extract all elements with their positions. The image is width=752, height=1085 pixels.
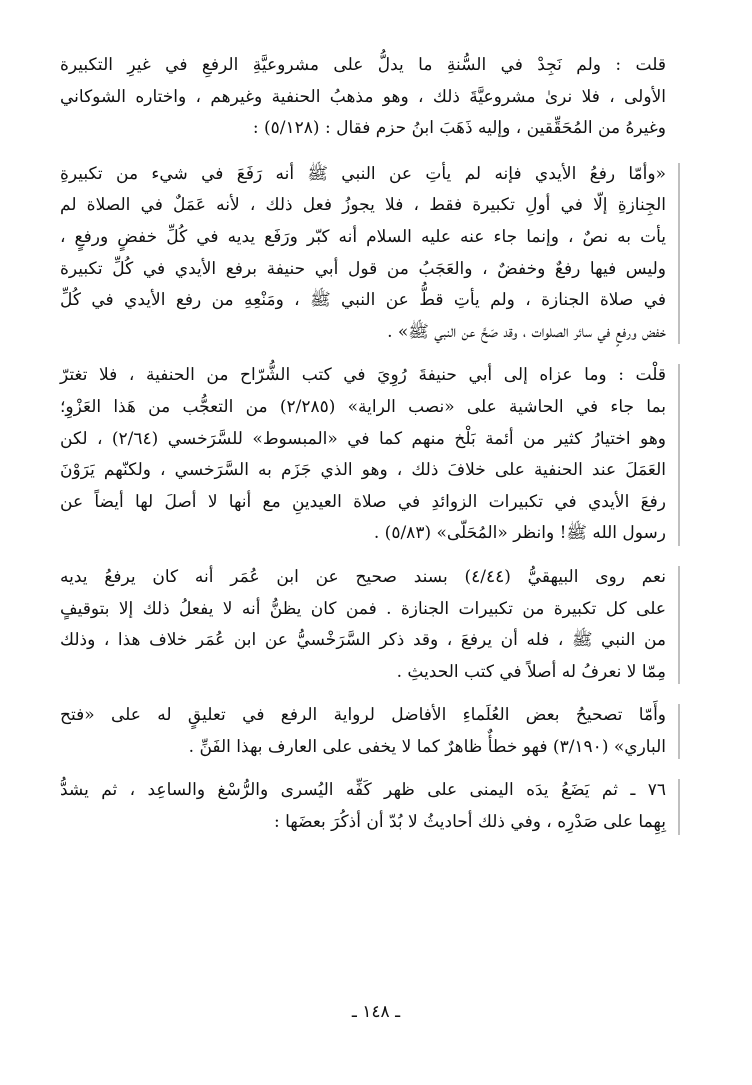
text-line: بِهِما على صَدْرِه ، وفي ذلك أحاديثُ لا بُدّ أن أذكُرَ بعضَها : xyxy=(273,812,666,833)
paragraph-marker xyxy=(678,566,680,684)
text-line: رسول الله ﷺ! وانظر «المُحَلّى» (٥/٨٣) . xyxy=(373,523,666,544)
page-body xyxy=(60,50,680,849)
text-line: الباري» (٣/١٩٠) فهو خطأٌ ظاهرٌ كما لا يخفى على العارف بهذا الفَنِّ . xyxy=(188,736,666,757)
page-number: ـ ١٤٨ ـ xyxy=(351,1002,401,1022)
text-line: في صلاة الجنازة ، ولم يأتِ قطُّ عن النبي ﷺ ، ومَنْعِهِ من رفع الأيدي في كُلِّ xyxy=(60,290,666,311)
text-line: وغيرهُ من المُحَقِّقين ، وإليه ذَهَبَ ابنُ حزم فقال : (٥/١٢٨) : xyxy=(252,118,666,139)
text-line: قلت : ولم نَجِدْ في السُّنةِ ما يدلُّ على مشروعيَّةِ الرفعِ في غيرِ التكبيرة xyxy=(60,55,666,75)
paragraph-commentary-2 xyxy=(60,360,680,550)
text-line: الجِنازةِ إلّا في أولِ تكبيرة فقط ، فلا يجوزُ فعل ذلك ، لأنه عَمَلٌ في الصلاة لم xyxy=(60,195,666,216)
text-line: «وأمّا رفعُ الأيدي فإنه لم يأتِ عن النبي ﷺ أنه رَفَعَ في شيء من تكبيرةِ xyxy=(60,163,666,184)
text-line: الأولى ، فلا نرىٰ مشروعيَّةَ ذلك ، وهو مذهبُ الحنفية وغيرهم ، واختاره الشوكاني xyxy=(60,86,666,107)
text-line: مِمّا لا نعرفُ له أصلاً في كتب الحديثِ . xyxy=(396,661,666,682)
text-line: يأت به نصٌ ، وإنما جاء عنه عليه السلام أنه كبّر ورَفَع يديه في كُلِّ خفضٍ ورفعٍ ، xyxy=(60,226,666,247)
paragraph-commentary-1 xyxy=(60,50,680,145)
text-line: وأَمّا تصحيحُ بعض العُلَماءِ الأفاضل لرواية الرفع في تعليقٍ له على «فتح xyxy=(60,705,666,726)
paragraph-marker xyxy=(678,364,680,546)
text-line: رفعَ الأيدي في تكبيرات الزوائدِ في صلاة العيدينِ مع أنها لا أصلَ لها أيضاً عن xyxy=(60,491,666,512)
text-line: العَمَلَ عند الحنفية على خلافَ ذلك ، وهو الذي جَزَم به السَّرَخسي ، ولكنّهم يَرَوْنَ xyxy=(60,460,666,481)
text-line: نعم روى البيهقيُّ (٤/٤٤) بسند صحيح عن ابن عُمَر أنه كان يرفعُ يديه xyxy=(60,566,666,587)
paragraph-numbered-76 xyxy=(60,775,680,838)
paragraph-marker xyxy=(678,704,680,759)
text-line: خفض ورفعٍ في سائر الصلوات ، وقد صَحَّ عن النبي ﷺ» . xyxy=(387,321,666,342)
quotation-marker xyxy=(678,163,680,345)
paragraph-marker xyxy=(678,779,680,834)
paragraph-commentary-4 xyxy=(60,700,680,763)
text-line: بما جاء في الحاشية على «نصب الراية» (٢/٢٨٥) من التعجُّب من هَذا العَزْوِ؛ xyxy=(60,396,667,417)
text-line: على كل تكبيرة من تكبيرات الجنازة . فمن كان يظنُّ أنه لا يفعلُ ذلك إلا بتوقيفٍ xyxy=(60,598,666,619)
text-line: من النبي ﷺ ، فله أن يرفعَ ، وقد ذكر السَّرَخْسيُّ عن ابن عُمَر خلاف هذا ، وذلك xyxy=(60,630,666,651)
text-line: وليس فيها رفعٌ وخفضٌ ، والعَجَبُ من قول أبي حنيفة برفع الأيدي في كُلِّ تكبيرة xyxy=(60,258,666,279)
text-line: قلْت : وما عزاه إلى أبي حنيفةَ رُوِيَ في كتب الشُّرّاح من الحنفية ، فلا تغترّ xyxy=(60,365,666,386)
text-line: ٧٦ ـ ثم يَضَعُ يدَه اليمنى على ظهر كَفِّه اليُسرى والرُّسْغ والساعِد ، ثم يشدُّ xyxy=(60,780,666,801)
text-line: وهو اختيارُ كثير من أئمة بَلْخ منهم كما في «المبسوط» للسَّرَخسي (٢/٦٤) ، لكن xyxy=(60,428,666,449)
paragraph-commentary-3 xyxy=(60,562,680,688)
paragraph-quotation-ibn-hazm xyxy=(60,159,680,349)
